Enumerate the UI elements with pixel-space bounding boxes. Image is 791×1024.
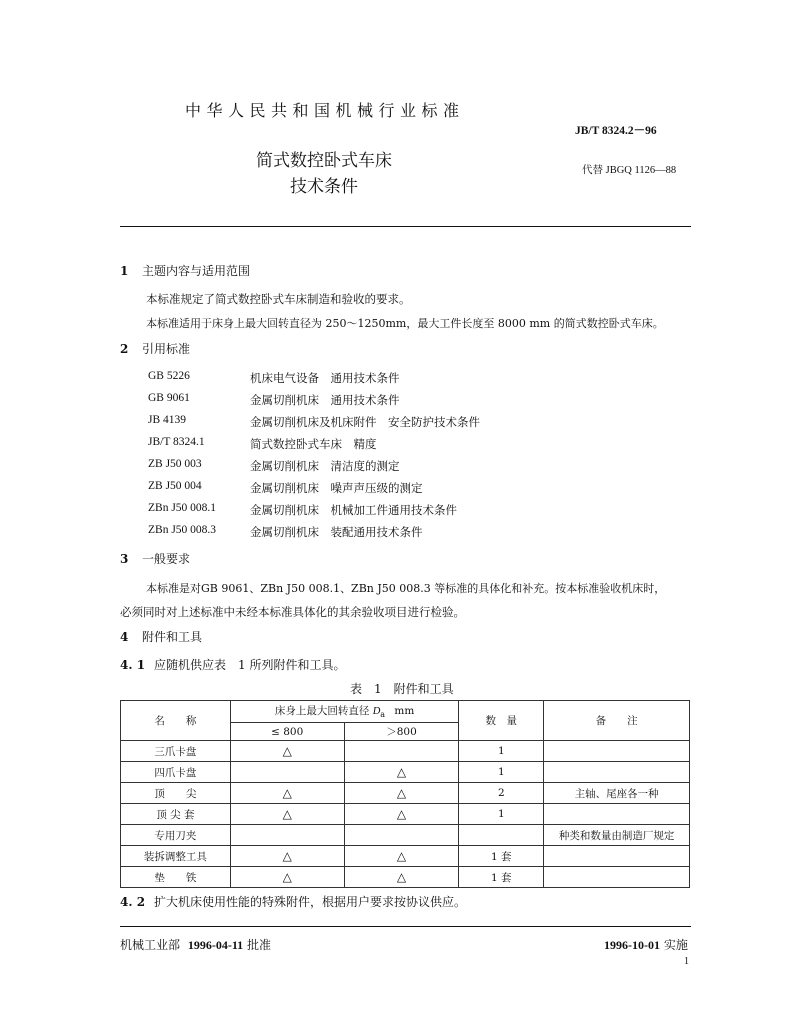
cell-le800: △: [230, 741, 344, 762]
section-2-heading: [120, 340, 190, 357]
table-row: [121, 804, 690, 825]
cell-note: [544, 762, 690, 783]
section-number: 3: [120, 552, 129, 566]
cell-note: 主轴、尾座各一种: [544, 783, 690, 804]
approve-word: 批准: [247, 938, 272, 952]
accessories-table: [120, 700, 690, 888]
section-title: 主题内容与适用范围: [142, 264, 251, 278]
cell-le800: [230, 762, 344, 783]
title-line-1: 简式数控卧式车床: [256, 151, 392, 171]
cell-note: [544, 804, 690, 825]
cell-le800: △: [230, 783, 344, 804]
cell-name: 三爪卡盘: [121, 741, 231, 762]
cell-gt800: △: [344, 867, 459, 888]
impl-date: 1996-10-01: [604, 938, 660, 952]
ref-code: ZB J50 003: [148, 458, 202, 470]
table-row: [121, 762, 690, 783]
header-name: 名 称: [121, 701, 231, 741]
cell-qty: [459, 825, 544, 846]
section-title: 附件和工具: [142, 630, 203, 644]
cell-gt800: [344, 741, 459, 762]
section-4-2: [120, 893, 466, 910]
header-divider: [120, 226, 691, 227]
cell-qty: 1 套: [459, 867, 544, 888]
table-row: [121, 846, 690, 867]
impl-word: 实施: [663, 938, 688, 952]
cell-name: 专用刀夹: [121, 825, 231, 846]
diameter-subscript: a: [380, 710, 386, 720]
ref-title: 金属切削机床 装配通用技术条件: [250, 525, 423, 539]
ref-title: 金属切削机床 机械加工件通用技术条件: [250, 503, 457, 517]
table-caption: 表 1 附件和工具: [350, 682, 454, 696]
page-number: 1: [684, 956, 689, 967]
diameter-unit: mm: [394, 705, 415, 718]
section-title: 一般要求: [142, 552, 191, 566]
section-number: 4: [120, 630, 129, 644]
section-1-heading: [120, 262, 250, 279]
cell-note: [544, 867, 690, 888]
section-title: 引用标准: [142, 342, 191, 356]
section-3-paragraph-1: 本标准是对GB 9061、ZBn J50 008.1、ZBn J50 008.3 等标准的具体化和补充。按本标准验收机床时，: [146, 582, 666, 595]
section-4-heading: [120, 628, 202, 645]
ref-code: ZB J50 004: [148, 480, 202, 492]
section-number: 4. 1: [120, 658, 146, 672]
ref-code: ZBn J50 008.1: [148, 502, 217, 514]
title-line-2: 技术条件: [290, 177, 358, 197]
cell-le800: △: [230, 867, 344, 888]
section-1-paragraph-2: 本标准适用于床身上最大回转直径为 250～1250mm，最大工件长度至 8000 mm 的简式数控卧式车床。: [146, 317, 664, 330]
section-1-paragraph-1: 本标准规定了简式数控卧式车床制造和验收的要求。: [146, 292, 411, 306]
footer-divider: [120, 926, 691, 927]
implementation-note: [604, 936, 688, 953]
ref-title: 简式数控卧式车床 精度: [250, 437, 377, 451]
ref-title: 金属切削机床 噪声声压级的测定: [250, 481, 423, 495]
section-text: 应随机供应表 1 所列附件和工具。: [154, 658, 346, 672]
table-row: [121, 867, 690, 888]
cell-gt800: △: [344, 762, 459, 783]
ref-code: ZBn J50 008.3: [148, 524, 217, 536]
cell-name: 垫 铁: [121, 867, 231, 888]
cell-note: 种类和数量由制造厂规定: [544, 825, 690, 846]
approver: 机械工业部: [120, 938, 181, 952]
approval-note: [120, 936, 271, 953]
ref-code: JB 4139: [148, 414, 187, 426]
section-3-heading: [120, 550, 190, 567]
ref-title: 金属切削机床及机床附件 安全防护技术条件: [250, 415, 480, 429]
cell-name: 装拆调整工具: [121, 846, 231, 867]
cell-le800: △: [230, 846, 344, 867]
ref-title: 机床电气设备 通用技术条件: [250, 371, 400, 385]
cell-le800: △: [230, 804, 344, 825]
header-quantity: 数 量: [459, 701, 544, 741]
standard-org-title: 中华人民共和国机械行业标准: [185, 101, 465, 120]
cell-name: 顶 尖 套: [121, 804, 231, 825]
table-row: [121, 741, 690, 762]
ref-code: GB 5226: [148, 370, 190, 382]
cell-le800: [230, 825, 344, 846]
cell-note: [544, 846, 690, 867]
cell-name: 四爪卡盘: [121, 762, 231, 783]
section-number: 1: [120, 264, 129, 278]
cell-qty: 1: [459, 804, 544, 825]
ref-title: 金属切削机床 清洁度的测定: [250, 459, 400, 473]
cell-gt800: △: [344, 804, 459, 825]
ref-code: GB 9061: [148, 392, 190, 404]
diameter-symbol: D: [372, 706, 381, 718]
cell-gt800: △: [344, 783, 459, 804]
ref-code: JB/T 8324.1: [148, 436, 205, 448]
cell-qty: 1 套: [459, 846, 544, 867]
cell-name: 顶 尖: [121, 783, 231, 804]
section-number: 4. 2: [120, 895, 146, 909]
approve-date: 1996-04-11: [187, 938, 244, 952]
standard-code: JB/T 8324.2－96: [575, 125, 657, 137]
section-4-1: [120, 656, 345, 673]
header-gt800: ＞800: [344, 723, 459, 741]
header-note: 备 注: [544, 701, 690, 741]
cell-gt800: [344, 825, 459, 846]
cell-gt800: △: [344, 846, 459, 867]
cell-note: [544, 741, 690, 762]
replaces-note: 代替 JBGQ 1126—88: [582, 165, 677, 176]
table-row: [121, 825, 690, 846]
cell-qty: 1: [459, 741, 544, 762]
cell-qty: 2: [459, 783, 544, 804]
ref-title: 金属切削机床 通用技术条件: [250, 393, 400, 407]
header-le800: ≤ 800: [230, 723, 344, 741]
section-text: 扩大机床使用性能的特殊附件，根据用户要求按协议供应。: [154, 895, 467, 909]
document-title: [235, 148, 413, 200]
section-number: 2: [120, 342, 129, 356]
cell-qty: 1: [459, 762, 544, 783]
table-row: [121, 783, 690, 804]
section-3-paragraph-2: 必须同时对上述标准中未经本标准具体化的其余验收项目进行检验。: [120, 605, 465, 619]
header-diameter-group: 床身上最大回转直径 $D_a$ mm: [230, 701, 459, 723]
